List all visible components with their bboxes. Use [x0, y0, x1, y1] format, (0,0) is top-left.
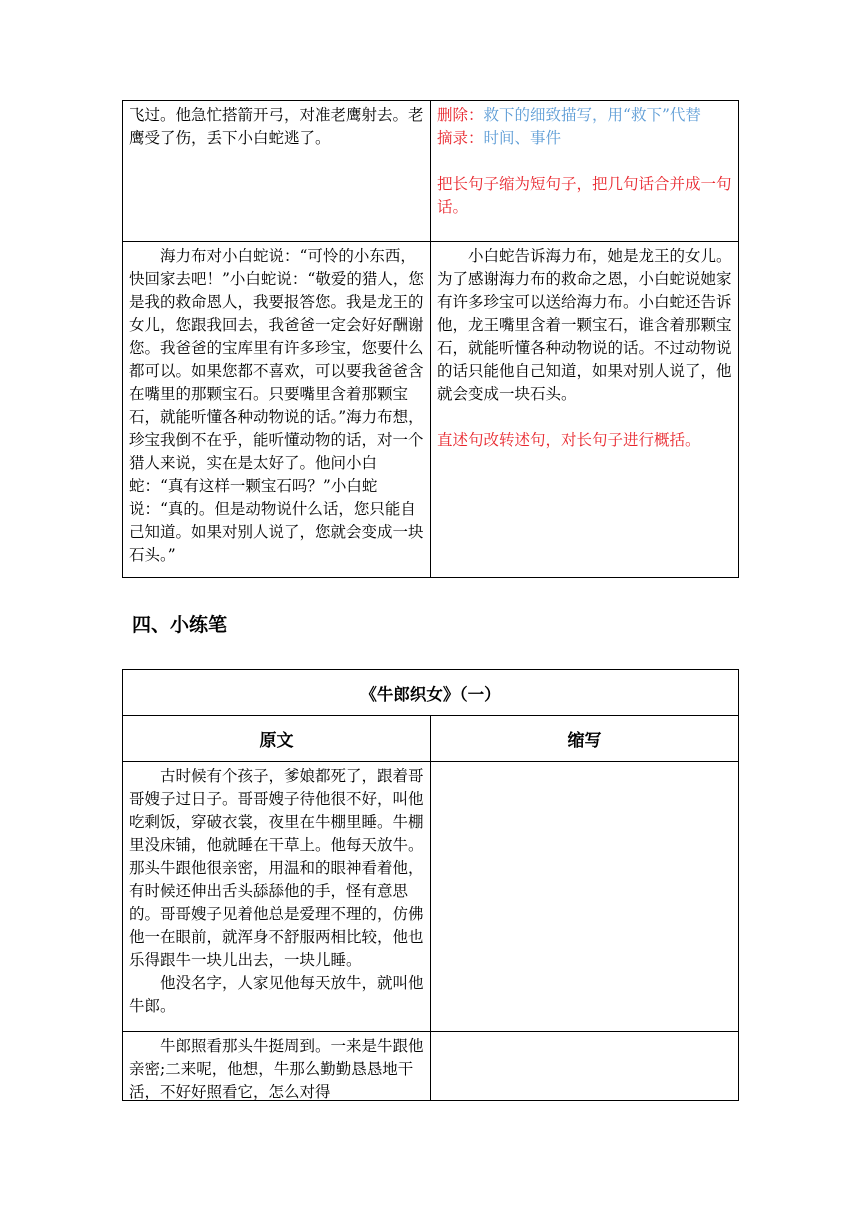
- delete-label: 删除：: [437, 106, 484, 124]
- annotation-cell: [431, 101, 739, 242]
- table-row: [123, 762, 739, 1032]
- original-text-cell: [123, 242, 431, 578]
- table-row: [123, 1032, 739, 1101]
- condensed-writing-cell[interactable]: [431, 1032, 739, 1101]
- excerpt-note: [437, 127, 732, 150]
- original-text-cell: [123, 1032, 431, 1101]
- excerpt-text: 时间、事件: [483, 129, 562, 147]
- table-title: 《牛郎织女》（一）: [123, 670, 739, 716]
- table-title-row: [123, 670, 739, 716]
- table-row: [123, 242, 739, 578]
- condensed-text: 小白蛇告诉海力布，她是龙王的女儿。为了感谢海力布的救命之恩，小白蛇说她家有许多珍宝可以送给海力布。小白蛇还告诉他，龙王嘴里含着一颗宝石，谁含着那颗宝石，就能听懂各种动物说的话。不过动物说的话只能他自己知道，如果对别人说了，他就会变成一块石头。: [437, 247, 732, 403]
- column-header-original: 原文: [123, 716, 431, 762]
- original-paragraph: 古时候有个孩子，爹娘都死了，跟着哥哥嫂子过日子。哥哥嫂子待他很不好，叫他吃剩饭，穿破衣裳，夜里在牛棚里睡。牛棚里没床铺，他就睡在干草上。他每天放牛。那头牛跟他很亲密，用温和的眼神看着他，有时候还伸出舌头舔舔他的手，怪有意思的。哥哥嫂子见着他总是爱理不理的，仿佛他一在眼前，就浑身不舒服两相比较，他也乐得跟牛一块儿出去，一块儿睡。: [129, 767, 424, 969]
- original-paragraph: 牛郎照看那头牛挺周到。一来是牛跟他亲密;二来呢，他想，牛那么勤勤恳恳地干活，不好好照看它，怎么对得: [129, 1037, 424, 1100]
- condensed-writing-cell[interactable]: [431, 762, 739, 1032]
- condensing-example-table: [122, 100, 739, 578]
- delete-note: [437, 104, 732, 127]
- delete-text: 救下的细致描写，用“救下”代替: [483, 106, 701, 124]
- condensed-text-cell: [431, 242, 739, 578]
- section-heading: 四、小练笔: [132, 614, 228, 636]
- original-text-cell: [123, 101, 431, 242]
- practice-table: [122, 669, 739, 1101]
- column-header-condensed: 缩写: [431, 716, 739, 762]
- original-text-cell: [123, 762, 431, 1032]
- table-header-row: [123, 716, 739, 762]
- table-row: [123, 101, 739, 242]
- method-note: 直述句改转述句，对长句子进行概括。: [437, 431, 701, 449]
- original-text: 飞过。他急忙搭箭开弓，对准老鹰射去。老鹰受了伤，丢下小白蛇逃了。: [129, 106, 424, 147]
- original-text: 海力布对小白蛇说：“可怜的小东西，快回家去吧！”小白蛇说：“敬爱的猎人，您是我的救命恩人，我要报答您。我是龙王的女儿，您跟我回去，我爸爸一定会好好酬谢您。我爸爸的宝库里有许多珍宝，您要什么都可以。如果您都不喜欢，可以要我爸爸含在嘴里的那颗宝石。只要嘴里含着那颗宝石，就能听懂各种动物说的话。”海力布想，珍宝我倒不在乎，能听懂动物的话，对一个猎人来说，实在是太好了。他问小白蛇：“真有这样一颗宝石吗？”小白蛇说：“真的。但是动物说什么话，您只能自己知道。如果对别人说了，您就会变成一块石头。”: [129, 247, 424, 564]
- method-note: 把长句子缩为短句子，把几句话合并成一句话。: [437, 175, 732, 216]
- original-paragraph: 他没名字，人家见他每天放牛，就叫他牛郎。: [129, 974, 424, 1015]
- excerpt-label: 摘录：: [437, 129, 484, 147]
